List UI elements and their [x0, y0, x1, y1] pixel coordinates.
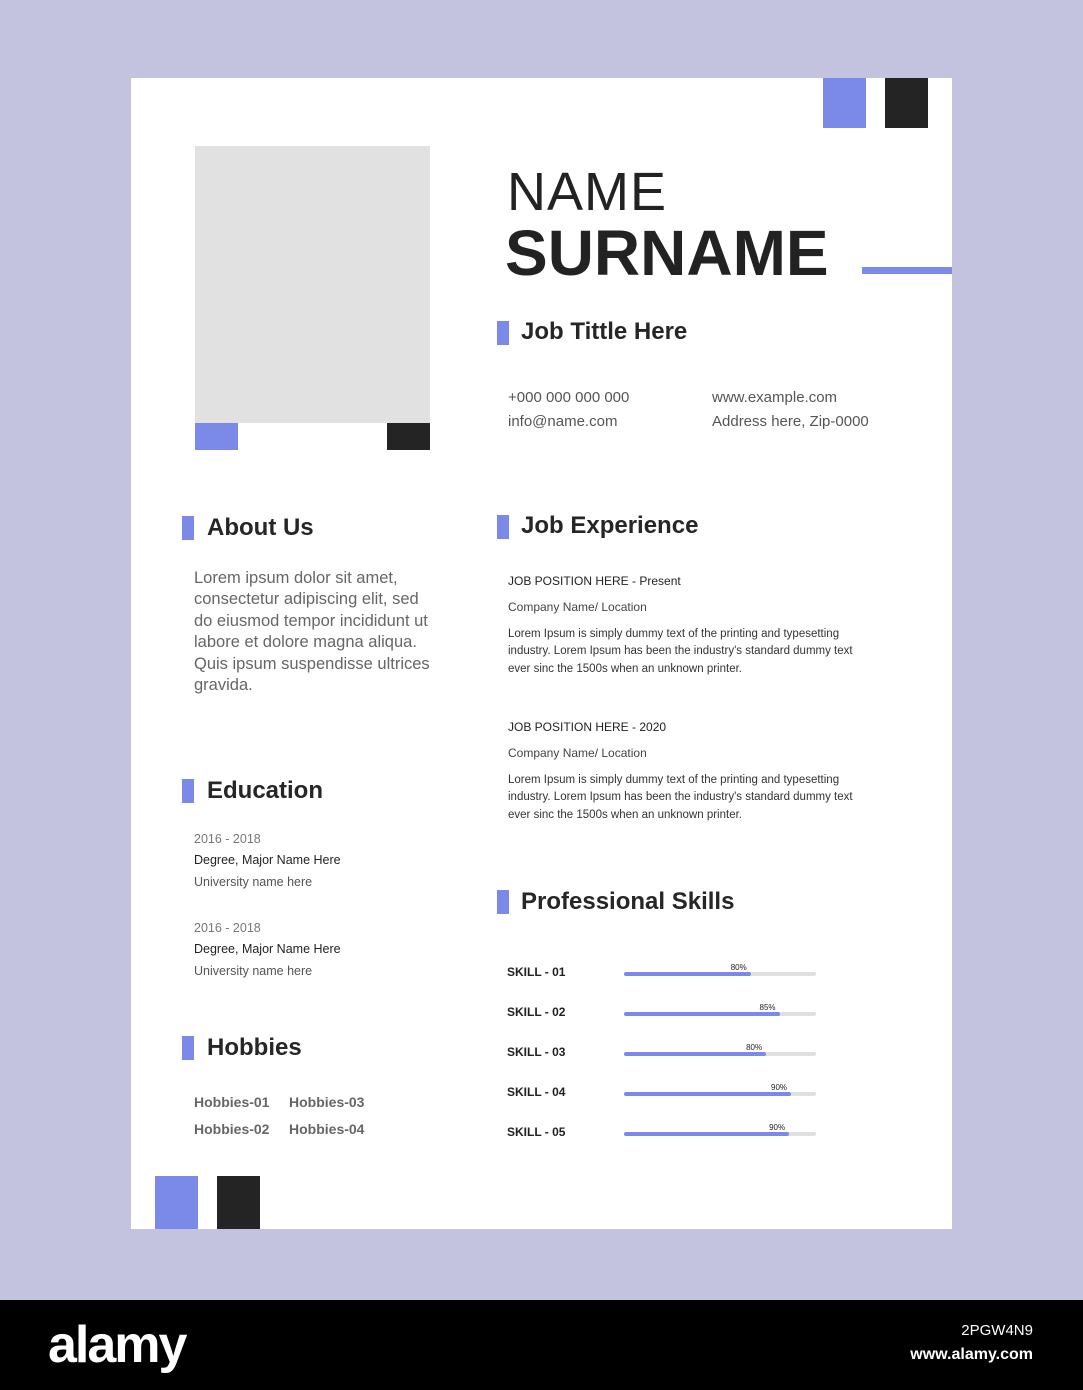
- skill-percent: 85%: [759, 1003, 776, 1012]
- job-title-marker: [497, 321, 509, 345]
- education-university: University name here: [194, 964, 313, 978]
- skills-heading: Professional Skills: [521, 888, 735, 915]
- education-heading: Education: [207, 777, 324, 804]
- skill-percent: 80%: [746, 1043, 763, 1052]
- top-accent-block-blue: [823, 78, 866, 128]
- contact-phone: +000 000 000 000: [508, 389, 630, 406]
- skill-percent: 90%: [769, 1123, 786, 1132]
- skill-label: SKILL - 01: [507, 965, 566, 979]
- about-marker: [182, 516, 194, 540]
- skill-label: SKILL - 05: [507, 1125, 566, 1139]
- hobbies-marker: [182, 1036, 194, 1060]
- job-position: JOB POSITION HERE - Present: [508, 574, 681, 588]
- about-text: Lorem ipsum dolor sit amet, consectetur adipiscing elit, sed do eiusmod tempor incididunt ut labore et dolore magna aliqua. Quis ipsum suspendisse ultrices gravida.: [194, 569, 430, 695]
- watermark-image-id: 2PGW4N9: [961, 1322, 1033, 1339]
- skill-bar: [624, 1052, 816, 1056]
- top-accent-block-dark: [885, 78, 928, 128]
- job-company: Company Name/ Location: [508, 600, 647, 614]
- job-description: Lorem Ipsum is simply dummy text of the printing and typesetting industry. Lorem Ipsum has been the industry's standard dummy text ever sinc the 1500s when an unknown printer.: [508, 774, 853, 821]
- experience-heading: Job Experience: [521, 512, 699, 539]
- education-degree: Degree, Major Name Here: [194, 853, 341, 867]
- hobby-item: Hobbies-04: [289, 1121, 365, 1137]
- skill-bar-fill: [624, 1052, 766, 1056]
- education-years: 2016 - 2018: [194, 921, 261, 935]
- skill-bar: [624, 1092, 816, 1096]
- skills-marker: [497, 890, 509, 914]
- skill-label: SKILL - 04: [507, 1085, 566, 1099]
- contact-address: Address here, Zip-0000: [712, 413, 869, 430]
- skill-bar-fill: [624, 972, 751, 976]
- experience-marker: [497, 515, 509, 539]
- education-years: 2016 - 2018: [194, 832, 261, 846]
- skill-bar-fill: [624, 1132, 789, 1136]
- education-degree: Degree, Major Name Here: [194, 942, 341, 956]
- skill-label: SKILL - 02: [507, 1005, 566, 1019]
- photo-accent-blue: [195, 423, 238, 450]
- bottom-accent-block-dark: [217, 1176, 260, 1229]
- job-position: JOB POSITION HERE - 2020: [508, 720, 667, 734]
- skill-percent: 90%: [771, 1083, 788, 1092]
- photo-accent-dark: [387, 423, 430, 450]
- skill-bar: [624, 972, 816, 976]
- watermark-logo: alamy: [48, 1316, 186, 1374]
- hobby-item: Hobbies-03: [289, 1094, 365, 1110]
- hobby-item: Hobbies-02: [194, 1121, 270, 1137]
- skill-percent: 80%: [730, 963, 747, 972]
- hobbies-heading: Hobbies: [207, 1034, 302, 1061]
- skill-bar: [624, 1012, 816, 1016]
- job-title: Job Tittle Here: [521, 318, 688, 345]
- education-university: University name here: [194, 875, 313, 889]
- skill-label: SKILL - 03: [507, 1045, 566, 1059]
- skill-bar-fill: [624, 1092, 791, 1096]
- contact-email: info@name.com: [508, 413, 618, 430]
- first-name: NAME: [507, 162, 668, 222]
- contact-website: www.example.com: [712, 389, 838, 406]
- education-marker: [182, 779, 194, 803]
- job-description: Lorem Ipsum is simply dummy text of the printing and typesetting industry. Lorem Ipsum has been the industry's standard dummy text ever sinc the 1500s when an unknown printer.: [508, 628, 853, 675]
- hobby-item: Hobbies-01: [194, 1094, 270, 1110]
- name-underline: [862, 267, 952, 274]
- skill-bar: [624, 1132, 816, 1136]
- profile-photo-placeholder: [195, 146, 430, 423]
- last-name: SURNAME: [505, 217, 829, 289]
- skill-bar-fill: [624, 1012, 780, 1016]
- about-heading: About Us: [207, 514, 314, 541]
- watermark-url: www.alamy.com: [910, 1346, 1033, 1363]
- job-company: Company Name/ Location: [508, 746, 647, 760]
- bottom-accent-block-blue: [155, 1176, 198, 1229]
